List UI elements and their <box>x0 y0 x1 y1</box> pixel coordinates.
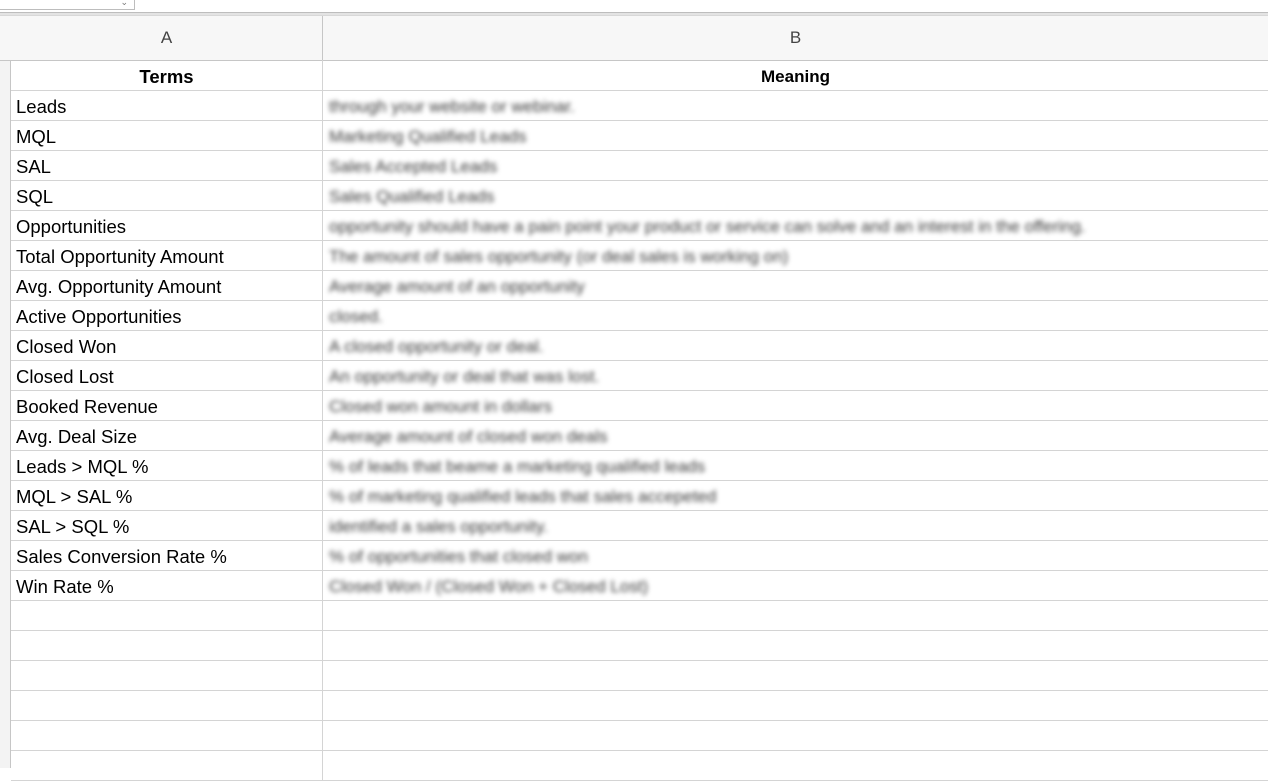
cell-meaning[interactable]: Marketing Qualified Leads <box>329 127 527 146</box>
formula-bar <box>0 0 1268 13</box>
cell-meaning[interactable]: The amount of sales opportunity (or deal sales is working on) <box>329 247 789 266</box>
table-row <box>11 210 1268 241</box>
table-row <box>11 240 1268 271</box>
cell-term[interactable]: Closed Lost <box>11 360 323 390</box>
cell-term[interactable]: Sales Conversion Rate % <box>11 540 323 570</box>
table-row <box>11 660 1268 691</box>
cell-terms-header[interactable]: Terms <box>11 60 323 90</box>
cell-meaning[interactable]: opportunity should have a pain point your product or service can solve and an interest in the offering. <box>329 217 1086 236</box>
table-row <box>11 330 1268 361</box>
table-row <box>11 300 1268 331</box>
column-header-b[interactable]: B <box>789 28 802 47</box>
cell-meaning[interactable]: A closed opportunity or deal. <box>329 337 544 356</box>
cell-meaning[interactable]: through your website or webinar. <box>329 97 575 116</box>
table-row <box>11 630 1268 661</box>
table-row <box>11 750 1268 781</box>
table-row <box>11 450 1268 481</box>
table-row <box>11 360 1268 391</box>
table-row <box>11 120 1268 151</box>
cell-term[interactable]: MQL > SAL % <box>11 480 323 510</box>
chevron-down-icon[interactable]: ⌄ <box>120 0 128 7</box>
cell-meaning[interactable] <box>323 630 1268 660</box>
cell-meaning[interactable]: identified a sales opportunity. <box>329 517 548 536</box>
cell-term[interactable]: Total Opportunity Amount <box>11 240 323 270</box>
cell-meaning[interactable]: Sales Qualified Leads <box>329 187 495 206</box>
cell-meaning[interactable]: % of opportunities that closed won <box>329 547 588 566</box>
table-row <box>11 600 1268 631</box>
cell-term[interactable]: SAL > SQL % <box>11 510 323 540</box>
cell-term[interactable] <box>11 750 323 780</box>
cell-term[interactable]: Leads <box>11 90 323 120</box>
table-row <box>11 90 1268 121</box>
cell-term[interactable] <box>11 690 323 720</box>
cell-term[interactable]: MQL <box>11 120 323 150</box>
cell-meaning[interactable]: Average amount of closed won deals <box>329 427 608 446</box>
cell-term[interactable]: Leads > MQL % <box>11 450 323 480</box>
cell-term[interactable]: SQL <box>11 180 323 210</box>
cell-term[interactable] <box>11 720 323 750</box>
header-row <box>11 60 1268 91</box>
cell-meaning[interactable] <box>323 750 1268 780</box>
table-row <box>11 180 1268 211</box>
cell-term[interactable]: Active Opportunities <box>11 300 323 330</box>
table-row <box>11 420 1268 451</box>
cell-meaning[interactable] <box>323 720 1268 750</box>
cell-meaning[interactable]: % of marketing qualified leads that sales accepeted <box>329 487 717 506</box>
column-header-a[interactable]: A <box>11 16 323 60</box>
cell-meaning[interactable] <box>323 660 1268 690</box>
cell-meaning[interactable] <box>323 600 1268 630</box>
cell-meaning[interactable]: Closed won amount in dollars <box>329 397 553 416</box>
name-box[interactable] <box>0 0 135 10</box>
cell-meaning[interactable]: Closed Won / (Closed Won + Closed Lost) <box>329 577 649 596</box>
cell-meaning[interactable]: Sales Accepted Leads <box>329 157 498 176</box>
table-row <box>11 510 1268 541</box>
row-number-strip <box>0 15 11 768</box>
cell-term[interactable]: Closed Won <box>11 330 323 360</box>
cell-term[interactable]: Win Rate % <box>11 570 323 600</box>
table-row <box>11 690 1268 721</box>
table-row <box>11 570 1268 601</box>
cell-term[interactable]: Avg. Opportunity Amount <box>11 270 323 300</box>
cell-meaning[interactable] <box>323 690 1268 720</box>
table-row <box>11 150 1268 181</box>
cell-term[interactable] <box>11 600 323 630</box>
table-row <box>11 720 1268 751</box>
cell-meaning[interactable]: Average amount of an opportunity <box>329 277 585 296</box>
cell-term[interactable]: SAL <box>11 150 323 180</box>
cell-term[interactable]: Booked Revenue <box>11 390 323 420</box>
table-row <box>11 390 1268 421</box>
table-row <box>11 540 1268 571</box>
cell-term[interactable] <box>11 630 323 660</box>
table-row <box>11 270 1268 301</box>
cell-term[interactable] <box>11 660 323 690</box>
cell-meaning-header[interactable]: Meaning <box>761 67 830 86</box>
cell-term[interactable]: Opportunities <box>11 210 323 240</box>
table-row <box>11 480 1268 511</box>
cell-meaning[interactable]: An opportunity or deal that was lost. <box>329 367 600 386</box>
column-header-bar <box>0 15 1268 61</box>
cell-meaning[interactable]: % of leads that beame a marketing qualified leads <box>329 457 706 476</box>
cell-meaning[interactable]: closed. <box>329 307 383 326</box>
cell-term[interactable]: Avg. Deal Size <box>11 420 323 450</box>
